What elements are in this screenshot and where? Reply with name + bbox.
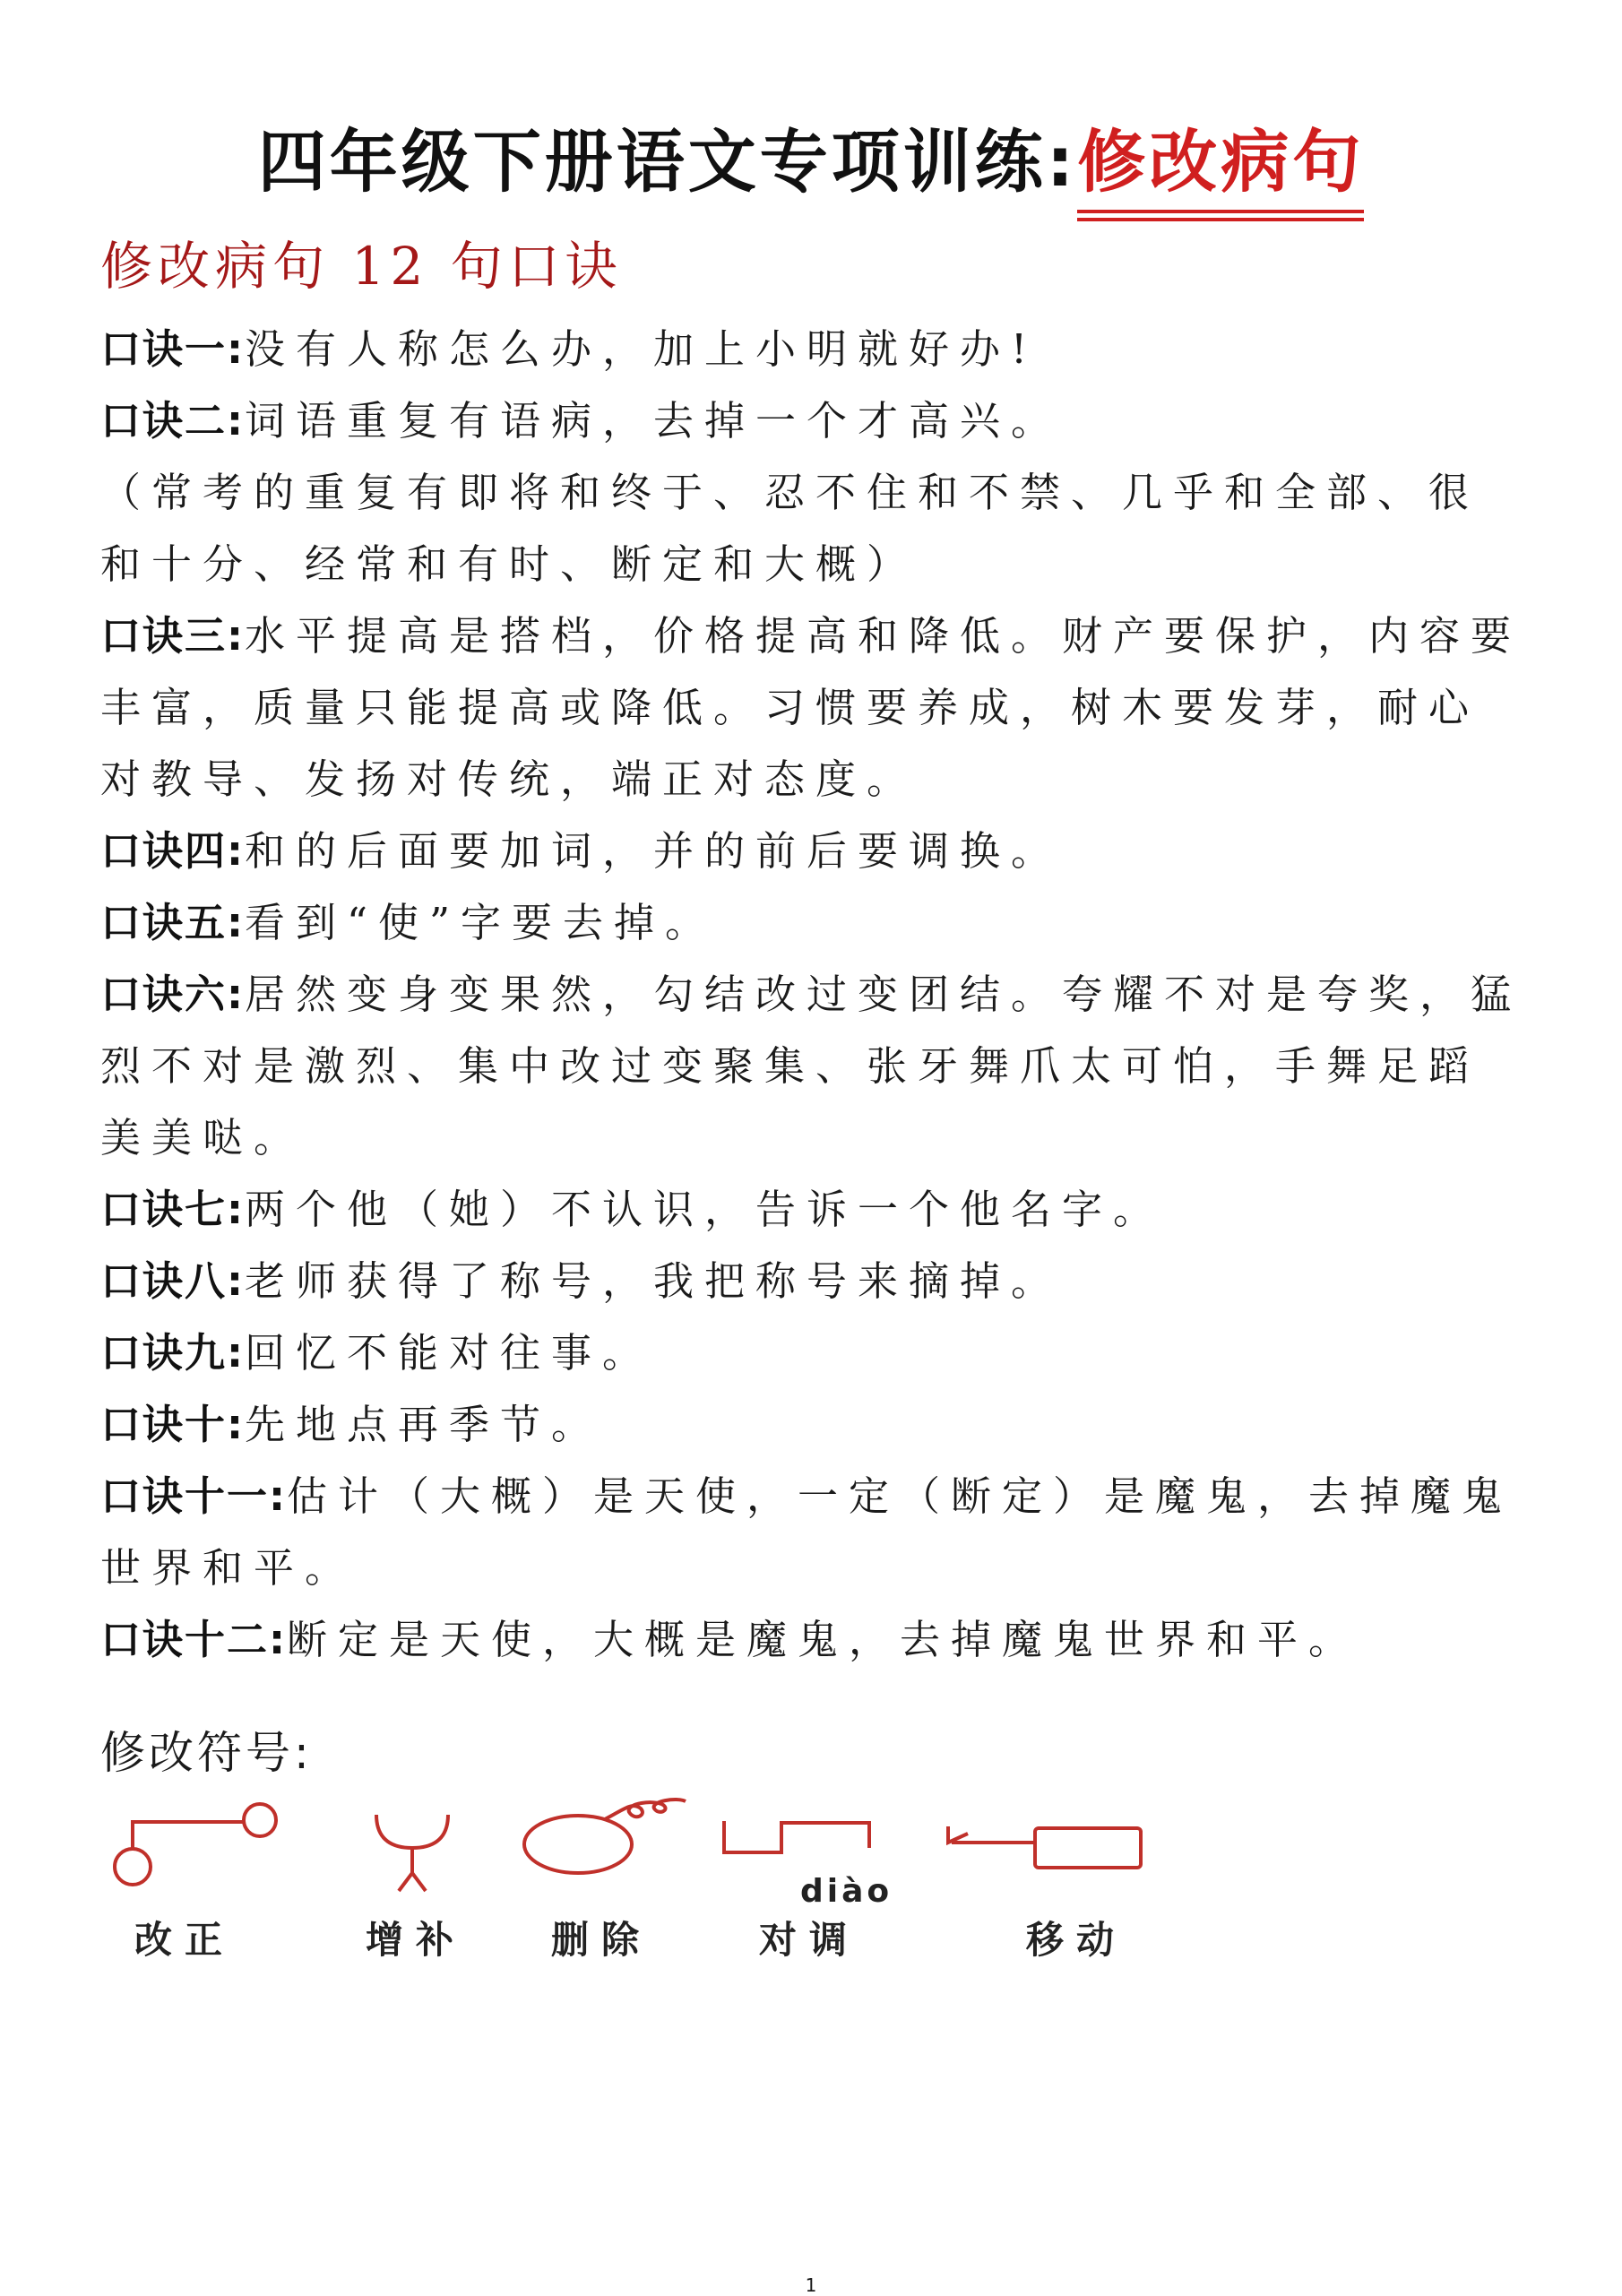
- swap-mark-icon: [717, 1812, 878, 1875]
- rule-6: [100, 959, 1525, 1174]
- rule-2-note: [100, 457, 1525, 600]
- rule-text: 两个他（她）不认识，告诉一个他名字。: [245, 1186, 1165, 1233]
- rule-text: 先地点再季节。: [245, 1401, 603, 1448]
- correction-mark-icon: [106, 1797, 285, 1895]
- rule-text: 词语重复有语病，去掉一个才高兴。: [245, 397, 1063, 445]
- rule-label: 口诀十一:: [100, 1472, 287, 1520]
- rule-8: [100, 1246, 1525, 1317]
- symbol-pinyin: diào: [800, 1873, 893, 1910]
- symbol-label: 增补: [366, 1918, 467, 1962]
- section-subtitle: 修改病句 12 句口诀: [100, 236, 623, 297]
- move-mark-icon: [941, 1819, 1156, 1891]
- page-number: 1: [805, 2274, 817, 2296]
- rule-label: 口诀二:: [100, 397, 245, 445]
- rule-label: 口诀七:: [100, 1186, 245, 1233]
- insertion-mark-icon: [367, 1801, 457, 1900]
- rule-text: 断定是天使，大概是魔鬼，去掉魔鬼世界和平。: [287, 1616, 1360, 1663]
- symbol-label: 删除: [551, 1918, 652, 1962]
- rule-text: （常考的重复有即将和终于、忍不住和不禁、几乎和全部、很和十分、经常和有时、断定和大概）: [100, 469, 1480, 588]
- rule-4: [100, 816, 1525, 887]
- rule-label: 口诀三:: [100, 612, 245, 660]
- rule-11: [100, 1461, 1525, 1604]
- page-title: [0, 108, 1622, 205]
- rule-2: [100, 385, 1525, 457]
- rule-label: 口诀六:: [100, 971, 245, 1018]
- rule-label: 口诀十二:: [100, 1616, 287, 1663]
- symbol-label: 改正: [134, 1918, 236, 1962]
- rule-text: 居然变身变果然，勾结改过变团结。夸耀不对是夸奖，猛烈不对是激烈、集中改过变聚集、张牙舞爪太可怕，手舞足蹈美美哒。: [100, 971, 1523, 1161]
- rule-9: [100, 1317, 1525, 1389]
- rule-10: [100, 1389, 1525, 1461]
- symbol-label: 移动: [1026, 1918, 1127, 1962]
- page-title-highlight: 修改病句: [1077, 108, 1364, 205]
- rule-label: 口诀十:: [100, 1401, 245, 1448]
- rule-3: [100, 600, 1525, 816]
- rule-text: 回忆不能对往事。: [245, 1329, 654, 1377]
- rule-label: 口诀五:: [100, 899, 245, 946]
- page-title-main: 四年级下册语文专项训练:: [257, 122, 1078, 202]
- symbols-heading: 修改符号:: [100, 1727, 313, 1779]
- rule-text: 老师获得了称号，我把称号来摘掉。: [245, 1257, 1063, 1305]
- rule-text: 和的后面要加词，并的前后要调换。: [245, 827, 1063, 875]
- rule-label: 口诀八:: [100, 1257, 245, 1305]
- rule-label: 口诀一:: [100, 325, 245, 373]
- deletion-mark-icon: [520, 1792, 690, 1882]
- rule-text: 没有人称怎么办，加上小明就好办!: [245, 325, 1039, 373]
- rule-text: 估计（大概）是天使，一定（断定）是魔鬼，去掉魔鬼世界和平。: [100, 1472, 1514, 1592]
- rule-text: 看到“使”字要去掉。: [245, 899, 717, 946]
- rule-7: [100, 1174, 1525, 1246]
- rule-1: [100, 314, 1525, 385]
- rule-5: [100, 887, 1525, 959]
- symbol-label: 对调: [759, 1918, 860, 1962]
- rule-text: 水平提高是搭档，价格提高和降低。财产要保护，内容要丰富，质量只能提高或降低。习惯要养成，树木要发芽，耐心对教导、发扬对传统，端正对态度。: [100, 612, 1523, 803]
- rule-label: 口诀四:: [100, 827, 245, 875]
- rule-12: [100, 1604, 1525, 1676]
- rules-list: [100, 314, 1525, 1676]
- rule-label: 口诀九:: [100, 1329, 245, 1377]
